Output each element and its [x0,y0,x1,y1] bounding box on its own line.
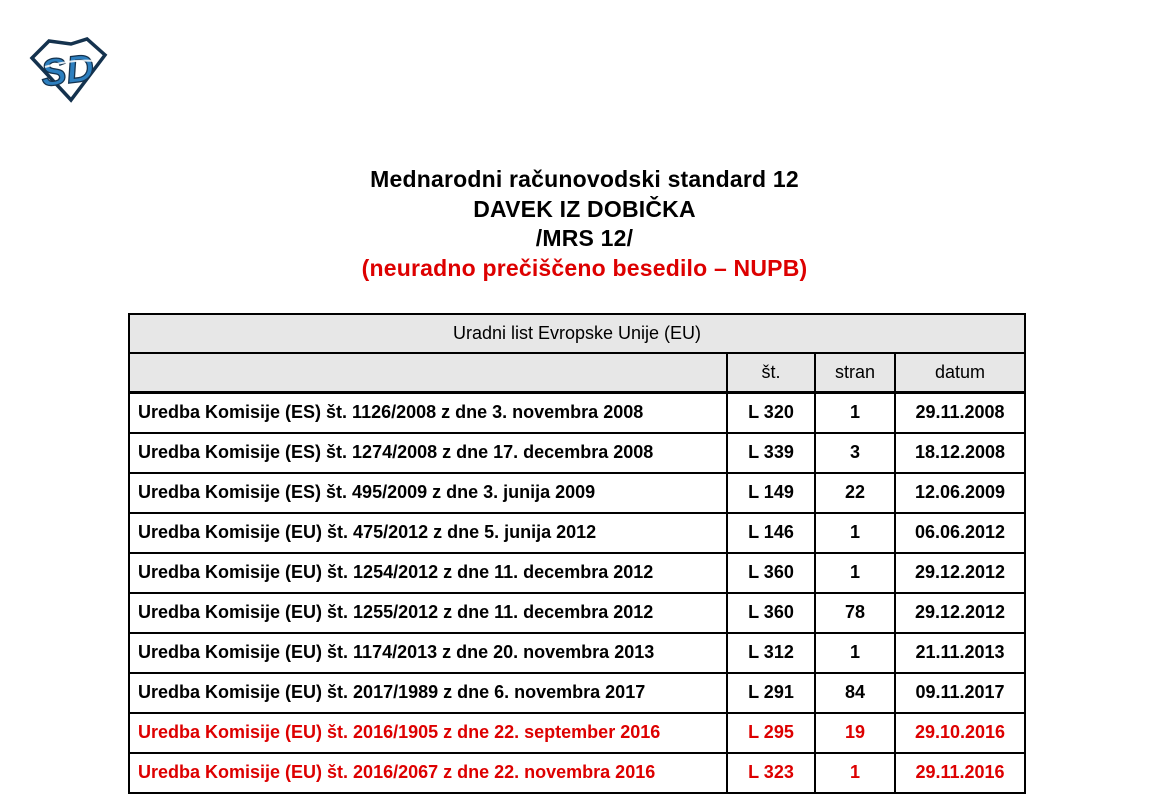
table-row [129,513,1025,553]
document-title-line3: /MRS 12/ [535,225,634,252]
table-header [129,314,1025,393]
table-row [129,593,1025,633]
regulation-title: Uredba Komisije (EU) št. 1174/2013 z dne 20. novembra 2013 [129,633,727,673]
journal-issue: L 320 [727,393,815,434]
journal-date: 18.12.2008 [895,433,1025,473]
column-header-stran: stran [815,353,895,393]
official-journal-table [128,313,1026,794]
journal-date: 29.10.2016 [895,713,1025,753]
sd-shield-icon [28,36,110,104]
journal-page: 1 [815,393,895,434]
column-header-datum: datum [895,353,1025,393]
journal-page: 1 [815,753,895,793]
journal-date: 21.11.2013 [895,633,1025,673]
journal-page: 19 [815,713,895,753]
journal-date: 06.06.2012 [895,513,1025,553]
regulation-title: Uredba Komisije (ES) št. 1126/2008 z dne 3. novembra 2008 [129,393,727,434]
journal-page: 1 [815,513,895,553]
journal-issue: L 312 [727,633,815,673]
journal-issue: L 291 [727,673,815,713]
document-title-block [6,165,1157,283]
sd-logo [28,36,110,104]
table-row [129,433,1025,473]
journal-issue: L 360 [727,553,815,593]
regulation-title: Uredba Komisije (EU) št. 1255/2012 z dne 11. decembra 2012 [129,593,727,633]
regulation-title: Uredba Komisije (ES) št. 495/2009 z dne 3. junija 2009 [129,473,727,513]
table-row [129,713,1025,753]
table-row [129,473,1025,513]
column-header-empty [129,353,727,393]
table-column-header-row [129,353,1025,393]
journal-page: 78 [815,593,895,633]
journal-page: 22 [815,473,895,513]
journal-date: 29.12.2012 [895,593,1025,633]
journal-issue: L 149 [727,473,815,513]
column-header-st: št. [727,353,815,393]
journal-date: 29.11.2008 [895,393,1025,434]
journal-page: 84 [815,673,895,713]
regulation-title: Uredba Komisije (EU) št. 2017/1989 z dne 6. novembra 2017 [129,673,727,713]
regulation-title: Uredba Komisije (EU) št. 2016/1905 z dne 22. september 2016 [129,713,727,753]
journal-page: 1 [815,633,895,673]
journal-date: 29.12.2012 [895,553,1025,593]
journal-page: 1 [815,553,895,593]
table-caption: Uradni list Evropske Unije (EU) [129,314,1025,353]
regulation-title: Uredba Komisije (ES) št. 1274/2008 z dne 17. decembra 2008 [129,433,727,473]
journal-date: 12.06.2009 [895,473,1025,513]
journal-issue: L 323 [727,753,815,793]
regulation-title: Uredba Komisije (EU) št. 1254/2012 z dne 11. decembra 2012 [129,553,727,593]
journal-issue: L 360 [727,593,815,633]
document-title-line1: Mednarodni računovodski standard 12 [370,166,799,192]
table-row [129,753,1025,793]
table-row [129,393,1025,434]
journal-issue: L 295 [727,713,815,753]
regulation-title: Uredba Komisije (EU) št. 2016/2067 z dne 22. novembra 2016 [129,753,727,793]
table-row [129,673,1025,713]
journal-date: 09.11.2017 [895,673,1025,713]
table-row [129,633,1025,673]
logo-letters: SD [38,47,97,96]
journal-issue: L 339 [727,433,815,473]
regulation-title: Uredba Komisije (EU) št. 475/2012 z dne 5. junija 2012 [129,513,727,553]
journal-date: 29.11.2016 [895,753,1025,793]
document-title-line2: DAVEK IZ DOBIČKA [473,195,696,222]
table-row [129,553,1025,593]
journal-issue: L 146 [727,513,815,553]
journal-page: 3 [815,433,895,473]
table-caption-row [129,314,1025,353]
document-title-note: (neuradno prečiščeno besedilo – NUPB) [361,254,808,281]
